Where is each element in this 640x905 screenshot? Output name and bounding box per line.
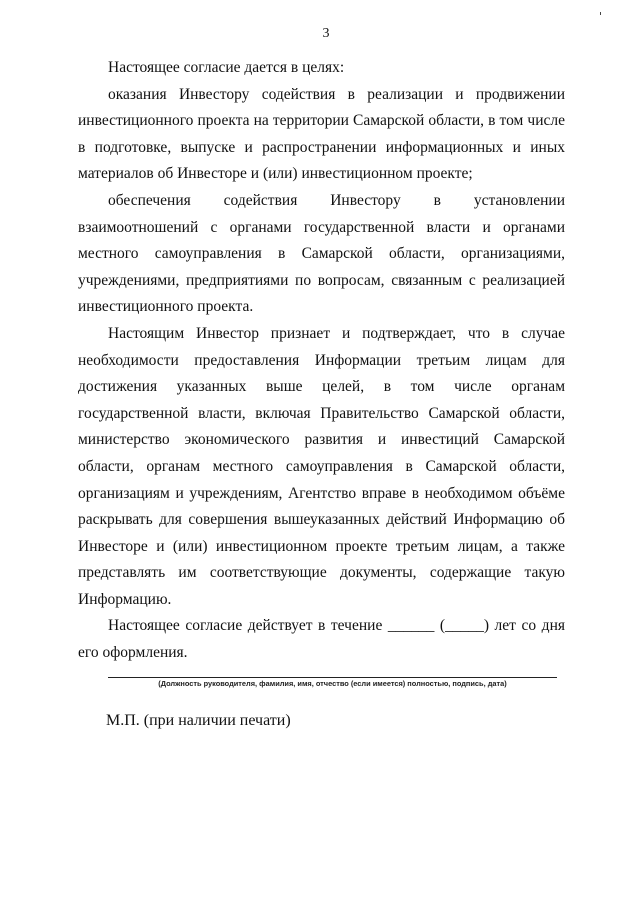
paragraph-purpose-promotion: оказания Инвестору содействия в реализации и продвижении инвестиционного проекта на территории Самарской области, в том числе в подготовке, выпуске и распространении информационных и иных материалов об Инвесторе и (или) инвестиционном проекте; <box>78 85 565 183</box>
paragraph-validity-term: Настоящее согласие действует в течение ______ (_____) лет со дня его оформления. <box>78 617 565 662</box>
signature-caption: (Должность руководителя, фамилия, имя, отчество (если имеется) полностью, подпись, дата) <box>158 679 507 688</box>
signature-line <box>108 677 557 678</box>
paragraph-purpose-cooperation: обеспечения содействия Инвестору в установлении взаимоотношений с органами государственной власти и органами местного самоуправления в Самарской области, организациями, учреждениями, предприятиями по вопросам, связанным с реализацией инвестиционного проекта. <box>78 191 565 316</box>
paragraph-disclosure-consent: Настоящим Инвестор признает и подтверждает, что в случае необходимости предоставления Информации третьим лицам для достижения указанных выше целей, в том числе органам государственной власти, включая Правительство Самарской области, министерство экономического развития и инвестиций Самарской области, органам местного самоуправления в Самарской области, организациям и учреждениям, Агентство вправе в необходимом объёме раскрывать для совершения вышеуказанных действий Информацию об Инвесторе и (или) инвестиционном проекте третьим лицам, а также представлять им соответствующие документы, содержащие такую Информацию. <box>78 324 565 608</box>
scan-mark <box>600 12 601 15</box>
paragraph-purpose-intro: Настоящее согласие дается в целях: <box>108 59 345 76</box>
document-body <box>78 55 565 667</box>
page-number: 3 <box>322 26 330 41</box>
stamp-note: М.П. (при наличии печати) <box>106 712 291 729</box>
